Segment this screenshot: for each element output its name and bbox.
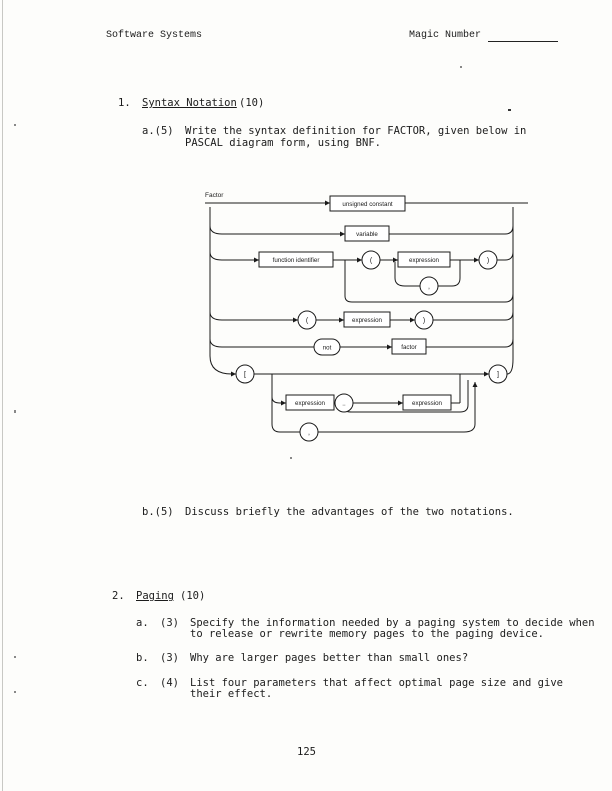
circle-lparen-fn: (: [369, 257, 373, 265]
circle-not: not: [322, 344, 332, 352]
circle-rparen-expr: ): [422, 317, 426, 325]
circle-rparen-fn: ): [486, 257, 490, 265]
q1b-label: b.(5): [142, 506, 174, 518]
q2-points: (10): [180, 590, 206, 602]
scan-speck: [14, 410, 16, 413]
q2c-label: c.: [136, 677, 149, 689]
box-function-identifier: function identifier: [272, 257, 320, 264]
q2c-line2: their effect.: [190, 688, 273, 700]
q1a-line2: PASCAL diagram form, using BNF.: [185, 137, 381, 149]
q2c-line1: List four parameters that affect optimal page size and give: [190, 677, 563, 689]
q2-number: 2.: [112, 590, 125, 602]
q1a-label: a.(5): [142, 125, 174, 137]
box-expression-paren: expression: [352, 317, 382, 324]
scan-speck: [508, 109, 511, 111]
box-unsigned-constant: unsigned constant: [342, 201, 393, 208]
box-variable: variable: [356, 231, 378, 238]
circle-lparen-expr: (: [305, 317, 309, 325]
q1-number: 1.: [118, 97, 131, 109]
box-expression-args: expression: [409, 257, 439, 264]
q2c-points: (4): [160, 677, 179, 689]
q2b-label: b.: [136, 652, 149, 664]
q2a-points: (3): [160, 617, 179, 629]
q2b-text: Why are larger pages better than small ones?: [190, 652, 469, 664]
scan-edge: [2, 0, 3, 791]
circle-rbracket: ]: [497, 371, 499, 379]
circle-comma-args: ,: [428, 283, 430, 291]
box-expression-set-high: expression: [412, 400, 442, 407]
header-left: Software Systems: [106, 30, 203, 41]
scan-speck: [14, 656, 16, 658]
circle-comma-set: ,: [308, 429, 310, 437]
q2b-points: (3): [160, 652, 179, 664]
q2-title: Paging: [136, 590, 174, 602]
q1a-line1: Write the syntax definition for FACTOR, given below in: [185, 125, 527, 137]
scan-speck: [290, 457, 292, 459]
q1b-text: Discuss briefly the advantages of the two notations.: [185, 506, 514, 518]
scan-speck: [14, 691, 16, 693]
box-expression-set-low: expression: [295, 400, 325, 407]
q2a-label: a.: [136, 617, 149, 629]
header-right: Magic Number: [409, 30, 482, 41]
circle-lbracket: [: [244, 371, 246, 379]
box-factor: factor: [401, 344, 417, 351]
q2a-line2: to release or rewrite memory pages to the paging device.: [190, 628, 545, 640]
diagram-title: Factor: [205, 192, 224, 199]
q1-points: (10): [239, 97, 265, 109]
scan-speck: [14, 124, 16, 126]
q1-title: Syntax Notation: [142, 97, 237, 109]
scan-speck: [460, 66, 462, 68]
q2a-line1: Specify the information needed by a paging system to decide when: [190, 617, 595, 629]
page-number: 125: [297, 746, 316, 758]
circle-range: ..: [342, 400, 346, 408]
